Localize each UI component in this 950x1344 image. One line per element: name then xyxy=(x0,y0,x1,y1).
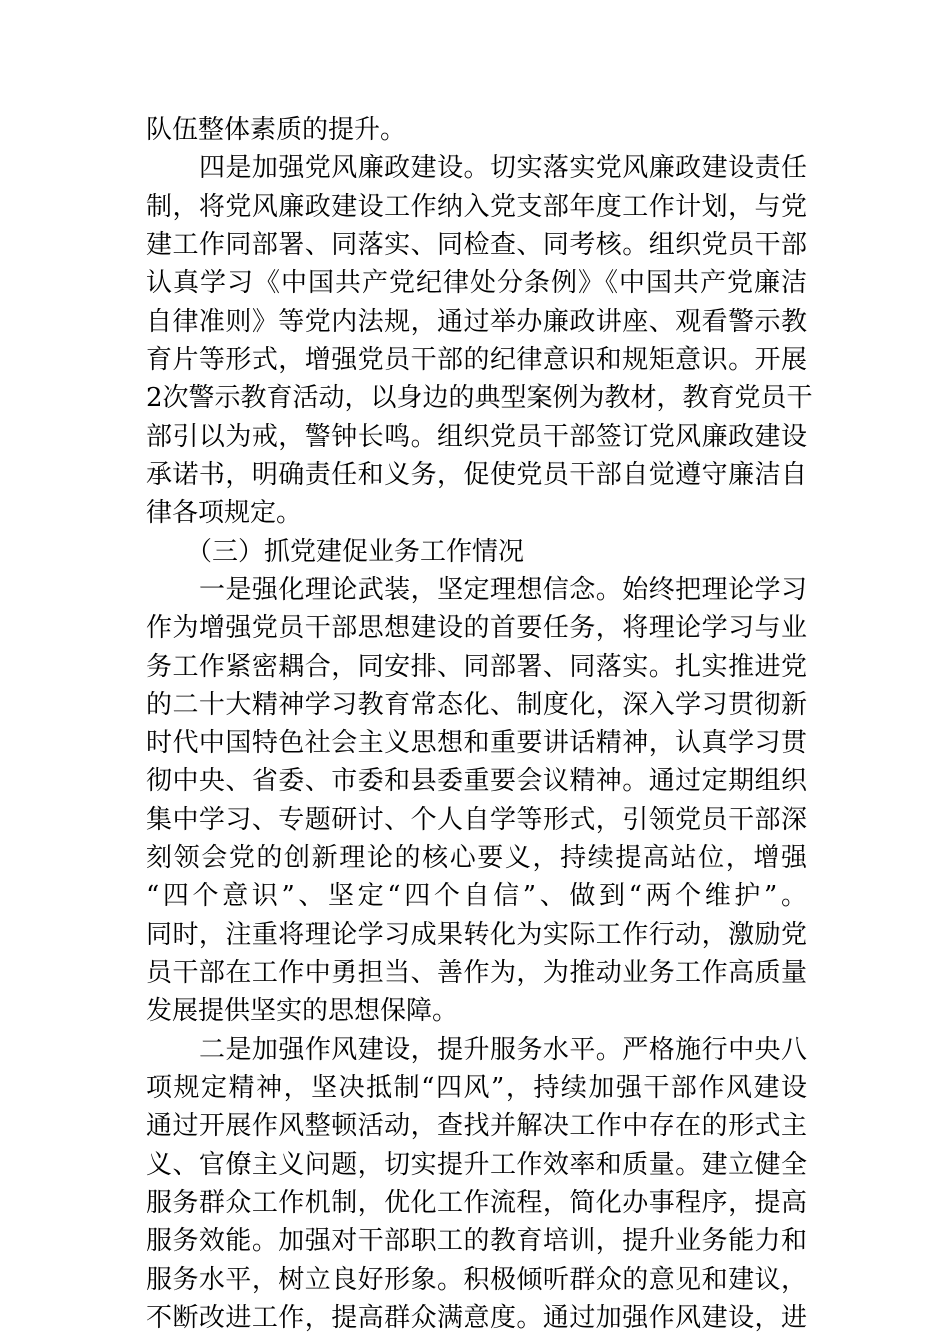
text-line: 同时，注重将理论学习成果转化为实际工作行动，激励党 xyxy=(146,920,807,950)
text-line: 四是加强党风廉政建设。切实落实党风廉政建设责任 xyxy=(199,153,807,183)
text-line: 刻领会党的创新理论的核心要义，持续提高站位，增强 xyxy=(146,843,807,873)
text-line: 自律准则》等党内法规，通过举办廉政讲座、观看警示教 xyxy=(146,307,807,337)
text-line: 部引以为戒，警钟长鸣。组织党员干部签订党风廉政建设 xyxy=(146,422,807,452)
text-line: 队伍整体素质的提升。 xyxy=(146,115,407,145)
text-line: 集中学习、专题研讨、个人自学等形式，引领党员干部深 xyxy=(146,805,807,835)
text-line: 时代中国特色社会主义思想和重要讲话精神，认真学习贯 xyxy=(146,728,807,758)
text-line: 认真学习《中国共产党纪律处分条例》《中国共产党廉洁 xyxy=(146,268,807,298)
text-line: 发展提供坚实的思想保障。 xyxy=(146,996,459,1026)
text-line: 服务效能。加强对干部职工的教育培训，提升业务能力和 xyxy=(146,1226,807,1256)
text-line: 制，将党风廉政建设工作纳入党支部年度工作计划，与党 xyxy=(146,192,807,222)
text-line: 律各项规定。 xyxy=(146,498,303,528)
text-line: 不断改进工作，提高群众满意度。通过加强作风建设，进 xyxy=(146,1303,807,1333)
text-line: 员干部在工作中勇担当、善作为，为推动业务工作高质量 xyxy=(146,958,807,988)
text-line: 义、官僚主义问题，切实提升工作效率和质量。建立健全 xyxy=(146,1150,807,1180)
text-line: 服务群众工作机制，优化工作流程，简化办事程序，提高 xyxy=(146,1188,807,1218)
text-line: 建工作同部署、同落实、同检查、同考核。组织党员干部 xyxy=(146,230,807,260)
text-line: 作为增强党员干部思想建设的首要任务，将理论学习与业 xyxy=(146,613,807,643)
text-line: 彻中央、省委、市委和县委重要会议精神。通过定期组织 xyxy=(146,766,807,796)
text-line: 的二十大精神学习教育常态化、制度化，深入学习贯彻新 xyxy=(146,690,807,720)
text-line: 承诺书，明确责任和义务，促使党员干部自觉遵守廉洁自 xyxy=(146,460,807,490)
text-line: 服务水平，树立良好形象。积极倾听群众的意见和建议， xyxy=(146,1265,807,1295)
text-line: 二是加强作风建设，提升服务水平。严格施行中央八 xyxy=(199,1035,807,1065)
text-line: 通过开展作风整顿活动，查找并解决工作中存在的形式主 xyxy=(146,1111,807,1141)
text-line: 2次警示教育活动，以身边的典型案例为教材，教育党员干 xyxy=(146,383,813,413)
text-line: 育片等形式，增强党员干部的纪律意识和规矩意识。开展 xyxy=(146,345,807,375)
text-line: 一是强化理论武装，坚定理想信念。始终把理论学习 xyxy=(199,575,807,605)
section-heading: （三）抓党建促业务工作情况 xyxy=(186,537,525,567)
text-line: “四个意识”、坚定“四个自信”、做到“两个维护”。 xyxy=(146,881,807,911)
text-line: 务工作紧密耦合，同安排、同部署、同落实。扎实推进党 xyxy=(146,652,807,682)
text-line: 项规定精神，坚决抵制“四风”，持续加强干部作风建设 xyxy=(146,1073,807,1103)
